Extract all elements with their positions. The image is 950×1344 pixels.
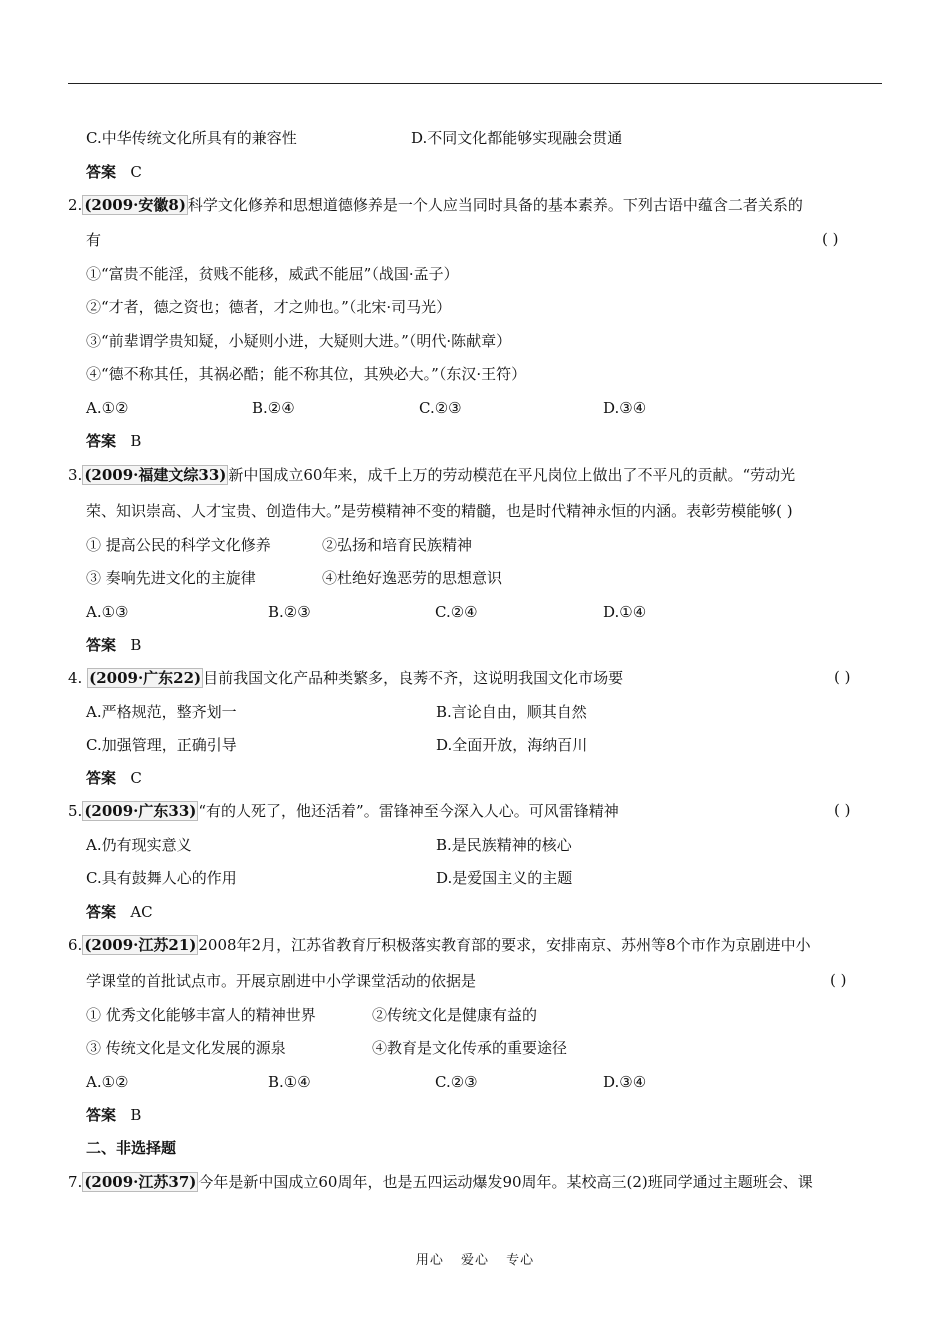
q2-option-c: C.②③ — [419, 399, 462, 417]
footer-text-2: 爱心 — [460, 1253, 489, 1268]
answer-label: 答案 — [86, 769, 117, 787]
q2-option-d: D.③④ — [603, 399, 647, 417]
question-number: 2. — [68, 196, 83, 214]
q3-answer — [86, 635, 141, 655]
answer-value: C — [130, 769, 142, 787]
question-source: (2009·广东22) — [89, 669, 202, 687]
q6-stem-line2: 学课堂的首批试点市。开展京剧进中小学课堂活动的依据是 — [86, 972, 477, 990]
answer-value: AC — [130, 903, 153, 921]
q6-answer-bracket: ( ) — [830, 971, 847, 989]
question-number: 6. — [68, 936, 83, 954]
q3-item-1: ① 提高公民的科学文化修养 — [86, 536, 271, 554]
q2-item-1: ①“富贵不能淫，贫贱不能移，威武不能屈”（战国·孟子） — [86, 265, 459, 283]
question-source: (2009·江苏37) — [84, 1173, 197, 1191]
question-source: (2009·福建文综33) — [84, 466, 227, 484]
answer-value: B — [130, 636, 142, 654]
q6-item-4: ④教育是文化传承的重要途径 — [372, 1039, 568, 1057]
q6-stem-line1 — [68, 935, 811, 955]
q3-option-a: A.①③ — [86, 603, 129, 621]
q2-option-a: A.①② — [86, 399, 129, 417]
q3-option-b: B.②③ — [268, 603, 311, 621]
q2-stem-line2: 有 — [86, 231, 102, 249]
question-number: 5. — [68, 802, 83, 820]
q4-answer — [86, 768, 142, 788]
q2-item-3: ③“前辈谓学贵知疑，小疑则小进，大疑则大进。”（明代·陈献章） — [86, 332, 512, 350]
q6-option-b: B.①④ — [268, 1073, 311, 1091]
answer-label: 答案 — [86, 1106, 117, 1124]
question-text: 科学文化修养和思想道德修养是一个人应当同时具备的基本素养。下列古语中蕴含二者关系的 — [187, 196, 803, 214]
question-number: 3. — [68, 466, 83, 484]
q1-option-d: D.不同文化都能够实现融会贯通 — [411, 129, 623, 147]
q5-option-b: B.是民族精神的核心 — [436, 836, 572, 854]
q6-answer — [86, 1105, 141, 1125]
q3-item-4: ④杜绝好逸恶劳的思想意识 — [322, 569, 503, 587]
question-text: 新中国成立60年来，成千上万的劳动模范在平凡岗位上做出了不平凡的贡献。“劳动光 — [228, 466, 796, 484]
q5-answer-bracket: ( ) — [834, 801, 851, 819]
q1-answer — [86, 162, 142, 182]
question-source: (2009·江苏21) — [84, 936, 197, 954]
q3-stem-line2: 荣、知识崇高、人才宝贵、创造伟大。”是劳模精神不变的精髓，也是时代精神永恒的内涵。表彰劳模能够( ) — [86, 502, 793, 520]
question-text: “有的人死了，他还活着”。雷锋神至今深入人心。可风雷锋精神 — [198, 802, 619, 820]
q6-option-c: C.②③ — [435, 1073, 478, 1091]
q2-stem-line1 — [68, 195, 803, 215]
q3-option-d: D.①④ — [603, 603, 647, 621]
q4-stem — [68, 668, 623, 688]
q6-item-2: ②传统文化是健康有益的 — [372, 1006, 538, 1024]
page-footer — [0, 1249, 950, 1268]
q2-answer — [86, 431, 141, 451]
question-text: 今年是新中国成立60周年，也是五四运动爆发90周年。某校高三(2)班同学通过主题班会、课 — [198, 1173, 813, 1191]
q4-answer-bracket: ( ) — [834, 668, 851, 686]
answer-value: B — [130, 432, 142, 450]
question-number: 7. — [68, 1173, 83, 1191]
q2-answer-bracket: ( ) — [822, 230, 839, 248]
section-heading: 二、非选择题 — [86, 1139, 177, 1157]
q4-option-b: B.言论自由，顺其自然 — [436, 703, 587, 721]
question-source: (2009·安徽8) — [84, 196, 186, 214]
answer-label: 答案 — [86, 903, 117, 921]
q6-option-a: A.①② — [86, 1073, 129, 1091]
answer-label: 答案 — [86, 163, 117, 181]
q4-option-d: D.全面开放，海纳百川 — [436, 736, 588, 754]
q3-item-2: ②弘扬和培育民族精神 — [322, 536, 473, 554]
q2-option-b: B.②④ — [252, 399, 295, 417]
q2-item-4: ④“德不称其任，其祸必酷；能不称其位，其殃必大。”（东汉·王符） — [86, 365, 527, 383]
q3-item-3: ③ 奏响先进文化的主旋律 — [86, 569, 256, 587]
q3-stem-line1 — [68, 465, 795, 485]
q6-item-3: ③ 传统文化是文化发展的源泉 — [86, 1039, 286, 1057]
question-text: 2008年2月，江苏省教育厅积极落实教育部的要求，安排南京、苏州等8个市作为京剧进中小 — [198, 936, 811, 954]
q1-option-c: C.中华传统文化所具有的兼容性 — [86, 129, 297, 147]
q5-answer — [86, 902, 153, 922]
answer-label: 答案 — [86, 636, 117, 654]
q6-item-1: ① 优秀文化能够丰富人的精神世界 — [86, 1006, 316, 1024]
q7-stem-line1 — [68, 1172, 813, 1192]
q5-option-d: D.是爱国主义的主题 — [436, 869, 573, 887]
q4-option-a: A.严格规范，整齐划一 — [86, 703, 237, 721]
q5-option-a: A.仍有现实意义 — [86, 836, 192, 854]
answer-value: B — [130, 1106, 142, 1124]
q6-option-d: D.③④ — [603, 1073, 647, 1091]
answer-label: 答案 — [86, 432, 117, 450]
q5-stem — [68, 801, 619, 821]
header-rule — [68, 83, 882, 84]
question-text: 目前我国文化产品种类繁多，良莠不齐，这说明我国文化市场要 — [203, 669, 624, 687]
footer-text-1: 用心 — [415, 1253, 444, 1268]
question-source: (2009·广东33) — [84, 802, 197, 820]
q4-option-c: C.加强管理，正确引导 — [86, 736, 237, 754]
q3-option-c: C.②④ — [435, 603, 478, 621]
footer-text-3: 专心 — [506, 1253, 535, 1268]
q5-option-c: C.具有鼓舞人心的作用 — [86, 869, 237, 887]
q2-item-2: ②“才者，德之资也；德者，才之帅也。”（北宋·司马光） — [86, 298, 452, 316]
answer-value: C — [130, 163, 142, 181]
question-number: 4. — [68, 669, 83, 687]
